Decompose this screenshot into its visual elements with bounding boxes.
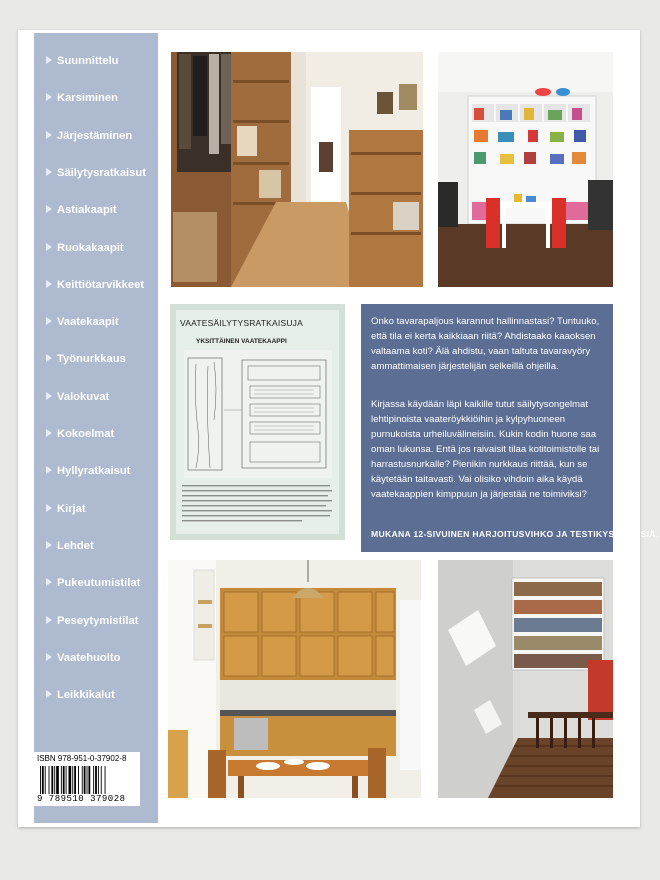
contents-item-label: Hyllyratkaisut <box>57 465 131 478</box>
contents-sidebar <box>34 33 158 823</box>
contents-item-label: Lehdet <box>57 539 94 552</box>
contents-item <box>46 615 138 631</box>
barcode-bar <box>49 766 50 794</box>
contents-item <box>46 167 146 183</box>
staircase-photo <box>438 560 613 798</box>
contents-item-label: Kokoelmat <box>57 428 115 440</box>
barcode-bar <box>87 766 88 794</box>
barcode-bar <box>74 766 76 794</box>
contents-item-label: Valokuvat <box>57 390 110 403</box>
triangle-bullet-icon <box>46 205 52 213</box>
barcode-bar <box>105 766 106 794</box>
triangle-bullet-icon <box>46 280 52 288</box>
contents-item <box>46 55 119 71</box>
contents-item <box>46 689 115 705</box>
isbn-barcode-box <box>34 752 140 806</box>
back-cover-blurb <box>361 304 659 552</box>
triangle-bullet-icon <box>46 93 52 101</box>
barcode-bar <box>98 766 99 794</box>
barcode-bar <box>66 766 67 794</box>
contents-item <box>46 130 132 146</box>
barcode-bar <box>42 766 44 794</box>
contents-item <box>46 391 109 407</box>
excerpt-title: VAATESÄILYTYSRATKAISUJA <box>180 318 304 328</box>
contents-item-label: Astiakaapit <box>57 204 117 217</box>
wardrobe-illustration <box>184 350 332 478</box>
closet-photo <box>171 52 423 287</box>
excerpt-subtitle: YKSITTÄINEN VAATEKAAPPI <box>196 338 287 345</box>
blurb-tagline: MUKANA 12-SIVUINEN HARJOITUSVIHKO JA TESTIKYSYMYKSIÄ. <box>371 529 659 539</box>
barcode-number: 9 789510 379028 <box>37 794 126 804</box>
contents-item <box>46 242 124 258</box>
barcode-bar <box>45 766 46 794</box>
barcode-bar <box>51 766 53 794</box>
triangle-bullet-icon <box>46 317 52 325</box>
triangle-bullet-icon <box>46 392 52 400</box>
triangle-bullet-icon <box>46 690 52 698</box>
barcode-bar <box>72 766 73 794</box>
contents-item <box>46 503 86 519</box>
triangle-bullet-icon <box>46 168 52 176</box>
triangle-bullet-icon <box>46 541 52 549</box>
barcode-bar <box>84 766 86 794</box>
barcode-bar <box>54 766 55 794</box>
barcode-bar <box>95 766 97 794</box>
triangle-bullet-icon <box>46 56 52 64</box>
triangle-bullet-icon <box>46 653 52 661</box>
contents-item <box>46 316 119 332</box>
barcode-graphic <box>38 766 136 794</box>
contents-item-label: Kirjat <box>57 502 86 515</box>
contents-item-label: Säilytysratkaisut <box>57 166 146 179</box>
contents-item <box>46 279 144 295</box>
contents-item-label: Järjestäminen <box>57 129 133 142</box>
blurb-paragraph-2: Kirjassa käydään läpi kaikille tutut säilytysongelmat lehtipinoista vaateröykkiöihin ja kylpyhuoneen purnukoista urheiluvälineisiin. Kukin kodin huone saa oman lukunsa. Entä jos raivaisit tilaa kotitoimistolle tai harrastusnurkalle? Pienikin nurkkaus riittää, kun se käytetään taitavasti. Vai olisiko vihdoin aika käydä vaatekaappien kimppuun ja järjestää ne toimiviksi? <box>371 399 600 500</box>
isbn-label: ISBN 978-951-0-37902-8 <box>37 754 127 763</box>
triangle-bullet-icon <box>46 504 52 512</box>
triangle-bullet-icon <box>46 354 52 362</box>
contents-item-label: Keittiötarvikkeet <box>57 278 145 291</box>
contents-item-label: Karsiminen <box>57 92 118 105</box>
triangle-bullet-icon <box>46 616 52 624</box>
contents-item <box>46 428 114 444</box>
barcode-bar <box>63 766 65 794</box>
triangle-bullet-icon <box>46 243 52 251</box>
contents-item <box>46 92 118 108</box>
triangle-bullet-icon <box>46 578 52 586</box>
barcode-bar <box>101 766 102 794</box>
triangle-bullet-icon <box>46 131 52 139</box>
barcode-bar <box>82 766 83 794</box>
contents-item <box>46 540 94 556</box>
barcode-bar <box>69 766 72 794</box>
contents-item-label: Leikkikalut <box>57 689 115 702</box>
contents-item-label: Työnurkkaus <box>57 353 126 366</box>
contents-item-label: Ruokakaapit <box>57 241 124 254</box>
contents-item <box>46 577 140 593</box>
barcode-bar <box>40 766 41 794</box>
contents-item-label: Peseytymistilat <box>57 614 139 627</box>
contents-item-label: Vaatehuolto <box>57 651 121 664</box>
sample-page <box>176 310 339 534</box>
contents-item-label: Pukeutumistilat <box>57 577 141 590</box>
contents-item-label: Suunnittelu <box>57 55 119 67</box>
sample-page-excerpt <box>170 304 345 540</box>
barcode-bar <box>93 766 94 794</box>
blurb-paragraph-1: Onko tavarapaljous karannut hallinnastasi? Tuntuuko, että tila ei kerta kaikkiaan riitä? Ahdistaako kaaoksen valtaama koti? Älä ahdistu, vaan taltuta tavaravyöry ammattimaisen järjestelijän selkeillä ohjeilla. <box>371 316 600 372</box>
barcode-bar <box>56 766 59 794</box>
contents-item <box>46 204 117 220</box>
kids-room-photo <box>438 52 613 287</box>
contents-item <box>46 652 120 668</box>
contents-item <box>46 465 130 481</box>
contents-item <box>46 353 126 369</box>
triangle-bullet-icon <box>46 466 52 474</box>
barcode-bar <box>88 766 90 794</box>
kitchen-photo <box>168 560 421 798</box>
barcode-bar <box>78 766 79 794</box>
contents-item-label: Vaatekaapit <box>57 316 119 329</box>
triangle-bullet-icon <box>46 429 52 437</box>
excerpt-body-text <box>182 483 334 533</box>
barcode-bar <box>61 766 62 794</box>
